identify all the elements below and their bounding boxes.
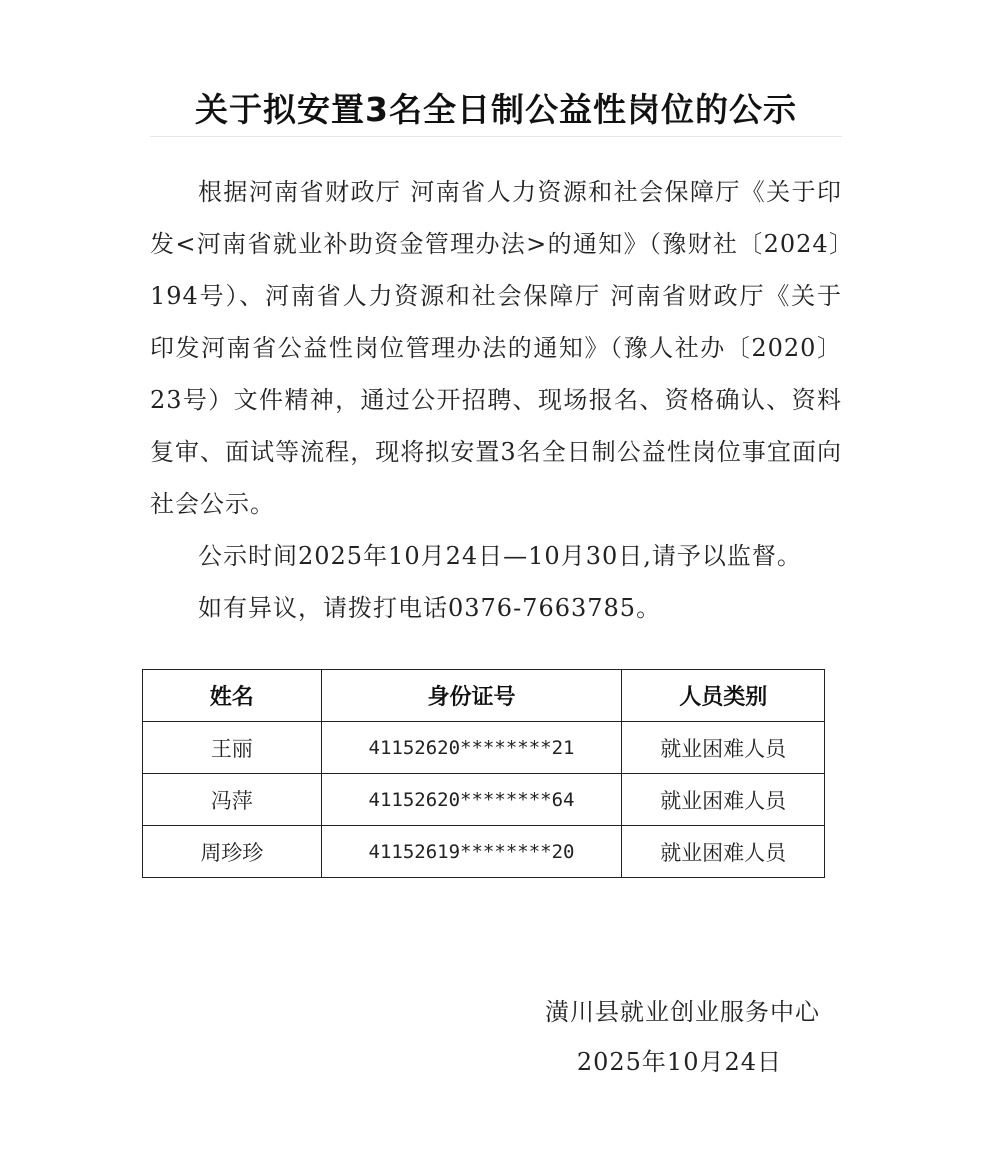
issuing-organization: 潢川县就业创业服务中心	[545, 998, 820, 1026]
paragraph-basis: 根据河南省财政厅 河南省人力资源和社会保障厅《关于印发<河南省就业补助资金管理办法>的通知》（豫财社〔2024〕194号）、河南省人力资源和社会保障厅 河南省财政厅《关于印发河南省公益性岗位管理办法的通知》（豫人社办〔2020〕23号）文件精神，通过公开招聘、现场报名、资格确认、资料复审、面试等流程，现将拟安置3名全日制公益性岗位事宜面向社会公示。	[150, 178, 842, 518]
cell-name: 周珍珍	[143, 826, 322, 878]
header-name: 姓名	[143, 670, 322, 722]
cell-category: 就业困难人员	[622, 826, 825, 878]
paragraph-contact: 如有异议，请拨打电话0376-7663785。	[198, 594, 662, 622]
cell-category: 就业困难人员	[622, 722, 825, 774]
issue-date: 2025年10月24日	[576, 1048, 782, 1076]
cell-id-number: 41152619********20	[321, 826, 622, 878]
title-divider	[150, 136, 842, 137]
cell-id-number: 41152620********21	[321, 722, 622, 774]
page-title: 关于拟安置3名全日制公益性岗位的公示	[195, 90, 797, 129]
table-row	[143, 722, 825, 774]
table-row	[143, 826, 825, 878]
cell-name: 冯萍	[143, 774, 322, 826]
cell-name: 王丽	[143, 722, 322, 774]
header-category: 人员类别	[622, 670, 825, 722]
notice-body	[150, 166, 842, 634]
personnel-table	[142, 669, 825, 878]
cell-id-number: 41152620********64	[321, 774, 622, 826]
table-row	[143, 774, 825, 826]
cell-category: 就业困难人员	[622, 774, 825, 826]
table-header-row	[143, 670, 825, 722]
paragraph-period: 公示时间2025年10月24日—10月30日,请予以监督。	[198, 542, 802, 570]
header-id-number: 身份证号	[321, 670, 622, 722]
